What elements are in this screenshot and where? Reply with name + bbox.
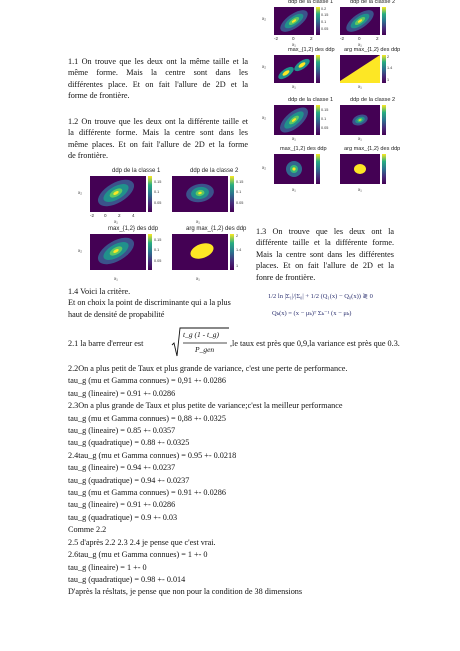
cbar-tick: 0.2: [321, 7, 327, 11]
error-bar-conclusion: ,le taux est près que 0,9,la variance est près que 0.3.: [230, 339, 400, 348]
x-axis-label: x₁: [114, 219, 118, 224]
result-line: tau_g (lineaire) = 0.85 +- 0.0357: [68, 426, 176, 436]
cbar-tick: 1: [387, 78, 390, 82]
result-line: tau_g (lineaire) = 1 +- 0: [68, 562, 147, 572]
density-plot-class-1: [274, 7, 314, 35]
cbar-tick: 0.05: [321, 126, 329, 130]
cbar-tick: 0.1: [321, 117, 327, 121]
cbar-tick: 0.15: [154, 180, 162, 184]
cbar-tick: 1.4: [387, 66, 393, 70]
max-density-plot: [274, 55, 314, 83]
x-tick: 4: [132, 213, 135, 218]
result-line: 2.5 d'après 2.2 2.3 2.4 je pense que c'est vrai.: [68, 537, 216, 547]
plot-title: max_{1,2} des ddp: [288, 47, 335, 53]
figure-2: [254, 97, 401, 197]
argmax-plot: [172, 234, 228, 270]
plot-title: arg max_{1,2} des ddp: [344, 47, 401, 53]
plot-title: max_{1,2} des ddp: [108, 226, 159, 232]
plot-title: arg max_{1,2} des ddp: [344, 146, 401, 152]
formula-discriminant: 1/2 ln |Σ₁|/|Σ₀| + 1/2 (Q₁(x) − Q₀(x)) ≷ 0: [268, 293, 373, 300]
x-axis-label: x₁: [358, 84, 362, 89]
x-tick: 0: [292, 36, 295, 41]
y-axis-label: x₂: [262, 165, 267, 170]
plot-title: ddp de la classe 2: [350, 0, 396, 5]
text-line: 1.4 Voici la critère.: [68, 287, 131, 296]
plot-title: ddp de la classe 1: [112, 168, 161, 174]
cbar-tick: 2: [387, 55, 390, 59]
colorbar: [148, 234, 152, 270]
result-line: 2.2On a plus petit de Taux et plus grande de variance, c'est une perte de performance.: [68, 364, 348, 373]
text-line: de frontière.: [68, 151, 109, 161]
section-1-1: [68, 56, 248, 102]
x-tick: 2: [118, 213, 121, 218]
text-line: même places. Et on fait l'allure de 2D et la forme: [68, 139, 248, 149]
density-heatmap: [340, 7, 380, 35]
x-axis-label: x₁: [196, 219, 200, 224]
plot-title: max_{1,2} des ddp: [280, 146, 327, 152]
result-line: 2.3On a plus grande de Taux et plus petite de variance;c'est la meilleur performance: [68, 401, 343, 411]
cbar-tick: 0.15: [154, 238, 162, 242]
x-axis-label: x₁: [292, 42, 296, 47]
x-tick: 0: [104, 213, 107, 218]
x-axis-label: x₁: [114, 276, 118, 281]
result-line: Comme 2.2: [68, 525, 107, 535]
text-line: forme de frontière.: [68, 91, 130, 101]
y-axis-label: x₂: [78, 248, 83, 253]
result-line: tau_g (lineaire) = 0.91 +- 0.0286: [68, 388, 176, 398]
cbar-tick: 0.1: [321, 20, 327, 24]
text-line: différente taille et la différente forme.: [256, 238, 394, 248]
result-line: tau_g (lineaire) = 0.91 +- 0.0286: [68, 500, 176, 510]
cbar-tick: 0.15: [236, 180, 244, 184]
y-axis-label: x₂: [78, 190, 83, 195]
result-line: tau_g (quadratique) = 0.94 +- 0.0237: [68, 475, 190, 485]
cbar-tick: 0.05: [236, 201, 244, 205]
y-axis-label: x₂: [262, 16, 267, 21]
colorbar: [382, 105, 386, 135]
colorbar: [230, 234, 234, 270]
colorbar: [316, 154, 320, 184]
colorbar: [316, 105, 320, 135]
cbar-tick: 0.05: [154, 201, 162, 205]
cbar-tick: 0.05: [321, 27, 329, 31]
text-line: différentes place. Et on fait l'allure de 2D et la: [68, 79, 248, 89]
result-line: tau_g (quadratique) = 0.9 +- 0.03: [68, 512, 178, 522]
result-line: tau_g (quadratique) = 0.98 +- 0.014: [68, 574, 186, 584]
density-heatmap: [274, 55, 314, 83]
result-line: tau_g (quadratique) = 0.88 +- 0.0325: [68, 438, 190, 448]
cbar-tick: 0.1: [236, 190, 242, 194]
section-1-3: [256, 226, 394, 283]
plot-title: ddp de la classe 2: [350, 97, 396, 103]
text-line: Mais la centre sont dans les différentes: [256, 249, 394, 259]
x-tick: 2: [310, 36, 313, 41]
density-plot-class-1: [90, 176, 146, 212]
x-axis-label: x₁: [358, 136, 362, 141]
argmax-plot: [340, 154, 380, 184]
fraction-numerator: t_g (1 - t_g): [183, 330, 220, 339]
section-1-2: [68, 116, 248, 162]
density-heatmap: [172, 176, 228, 212]
colorbar: [382, 55, 386, 83]
cbar-tick: 1: [236, 264, 239, 268]
results-list: [68, 363, 398, 599]
section-1-4: [68, 286, 258, 320]
density-heatmap: [274, 154, 314, 184]
x-axis-label: x₁: [358, 187, 362, 192]
density-heatmap: [90, 176, 146, 212]
colorbar: [316, 55, 320, 83]
argmax-plot: [340, 55, 380, 83]
x-axis-label: x₁: [292, 136, 296, 141]
figure-3: [68, 168, 252, 284]
plot-title: arg max_{1,2} des ddp: [186, 226, 247, 232]
cbar-tick: 0.1: [154, 248, 160, 252]
x-axis-label: x₁: [196, 276, 200, 281]
x-tick: 0: [358, 36, 361, 41]
x-axis-label: x₁: [292, 84, 296, 89]
x-axis-label: x₁: [358, 42, 362, 47]
result-line: tau_g (mu et Gamma connues) = 0.91 +- 0.0286: [68, 488, 226, 498]
cbar-tick: 2: [236, 234, 239, 238]
text-line: même forme. Mais la centre sont dans les: [68, 68, 248, 78]
density-heatmap: [274, 7, 314, 35]
density-plot-class-2: [340, 105, 380, 135]
y-axis-label: x₂: [262, 115, 267, 120]
error-bar-intro: 2.1 la barre d'erreur est: [68, 339, 144, 348]
density-heatmap: [90, 234, 146, 270]
cbar-tick: 0.15: [321, 13, 329, 17]
x-axis-label: x₁: [292, 187, 296, 192]
fraction-denominator: P_gen: [195, 345, 215, 354]
sqrt-formula: [171, 327, 229, 357]
max-density-plot: [274, 154, 314, 184]
cbar-tick: 0.05: [154, 259, 162, 263]
text-line: la différente forme. Mais la centre sont dans les: [68, 128, 248, 138]
text-line: haut de densité de propabilité: [68, 309, 165, 319]
figure-1: [254, 0, 401, 92]
x-tick: -2: [340, 36, 345, 41]
result-line: D'après la résltats, je pense que non pour la condition de 38 dimensions: [68, 587, 303, 597]
result-line: 2.4tau_g (mu et Gamma connues) = 0.95 +- 0.0218: [68, 450, 237, 460]
cbar-tick: 1.4: [236, 248, 242, 252]
text-line: 1.2 On trouve que les deux ont la différente taille et: [68, 117, 248, 126]
text-line: 1.3 On trouve que les deux ont la: [256, 227, 394, 236]
text-line: Et on choix la point de discriminante qui a la plus: [68, 298, 231, 308]
density-plot-class-2: [340, 7, 380, 35]
error-bar-line: [68, 327, 398, 361]
max-density-plot: [90, 234, 146, 270]
decision-region: [340, 55, 380, 83]
decision-region: [340, 154, 380, 184]
density-plot-class-1: [274, 105, 314, 135]
result-line: 2.6tau_g (mu et Gamma connues) = 1 +- 0: [68, 550, 208, 560]
colorbar: [230, 176, 234, 212]
decision-region: [172, 234, 228, 270]
density-heatmap: [340, 105, 380, 135]
y-axis-label: x₂: [262, 64, 267, 69]
density-heatmap: [274, 105, 314, 135]
text-line: 1.1 On trouve que les deux ont la même taille et la: [68, 57, 248, 66]
x-tick: -2: [90, 213, 95, 218]
text-line: fonre de frontière.: [256, 272, 316, 282]
text-line: places. Et on fait l'allure de 2D et la: [256, 261, 394, 271]
cbar-tick: 0.1: [154, 190, 160, 194]
result-line: tau_g (mu et Gamma connues) = 0,91 +- 0.0286: [68, 376, 226, 386]
colorbar: [382, 7, 386, 35]
plot-title: ddp de la classe 1: [288, 97, 334, 103]
formula-quadratic-form: Qₖ(x) = (x − μₖ)ᵀ Σₖ⁻¹ (x − μₖ): [272, 310, 352, 317]
x-tick: 2: [376, 36, 379, 41]
plot-title: ddp de la classe 2: [190, 168, 239, 174]
result-line: tau_g (lineaire) = 0.94 +- 0.0237: [68, 463, 176, 473]
density-plot-class-2: [172, 176, 228, 212]
plot-title: ddp de la classe 1: [288, 0, 334, 5]
x-tick: -2: [274, 36, 279, 41]
colorbar: [382, 154, 386, 184]
cbar-tick: 0.15: [321, 108, 329, 112]
colorbar: [148, 176, 152, 212]
result-line: tau_g (mu et Gamma connues) = 0,88 +- 0.0325: [68, 413, 226, 423]
colorbar: [316, 7, 320, 35]
